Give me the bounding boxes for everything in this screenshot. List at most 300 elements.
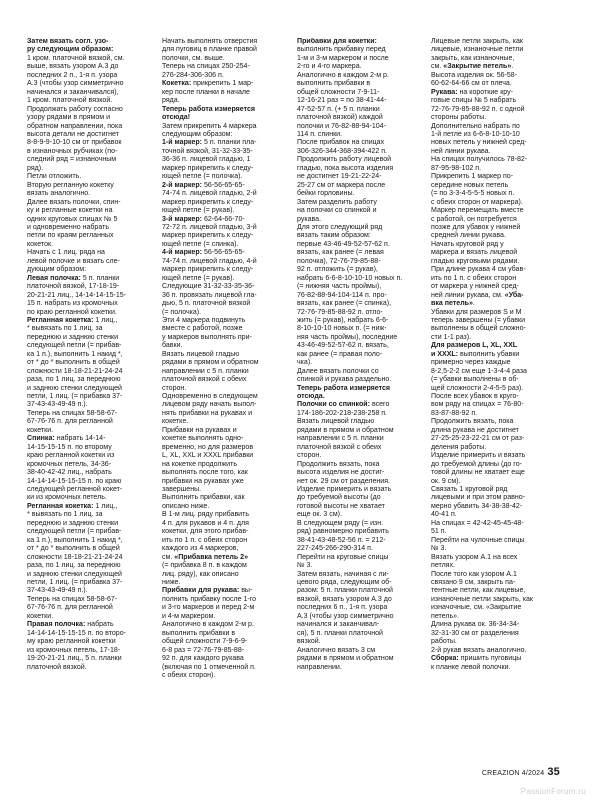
body-text: Прибавки на рукавах и: [162, 426, 237, 434]
text-line: [27, 182, 146, 190]
body-text: № 3.: [431, 545, 447, 553]
text-line: [162, 478, 281, 486]
text-line: [431, 114, 555, 122]
body-text: рядами в прямом и обратном: [297, 426, 394, 434]
bold-text: и XXXL:: [431, 350, 460, 358]
bold-text: Регланная кокетка:: [27, 316, 96, 324]
bold-text: Полочки со спинкой:: [297, 401, 372, 409]
text-line: [297, 190, 415, 198]
body-text: общей сложности 7-9-6-9-: [162, 638, 248, 646]
body-text: платочной вязкой с обеих: [297, 443, 382, 451]
body-text: 56-56-65-65-: [203, 249, 245, 257]
text-line: [162, 444, 281, 452]
page-number: 35: [547, 766, 560, 778]
text-line: [431, 410, 555, 418]
body-text: 174-186-202-218-238-258 п.: [297, 409, 388, 417]
body-text: для пуговиц в планке правой: [162, 46, 257, 54]
text-line: [431, 309, 555, 317]
text-line: [297, 528, 415, 536]
body-text: следующей петли (= прибав-: [27, 528, 122, 536]
text-line: [431, 139, 555, 147]
body-text: ряд).: [27, 164, 44, 172]
text-line: [162, 664, 281, 672]
text-line: [297, 89, 415, 97]
body-text: высота изделия не достиг-: [297, 469, 385, 477]
text-line: [162, 511, 281, 519]
body-text: 14-15-15-15 п. по второму: [27, 443, 112, 451]
text-line: [431, 461, 555, 469]
text-line: [431, 469, 555, 477]
body-text: следующей петли (= прибав-: [27, 342, 122, 350]
body-text: сторон.: [297, 452, 322, 460]
text-line: [297, 309, 415, 317]
body-text: говые спицы № 5 набрать: [431, 97, 517, 105]
body-text: от * до * выполнить в общей: [27, 545, 120, 553]
text-line: [27, 89, 146, 97]
body-text: * вывязать по 1 лиц. за: [27, 325, 103, 333]
text-line: [431, 300, 555, 308]
body-text: закрыть, как изнаночные,: [431, 54, 515, 62]
text-line: [297, 461, 415, 469]
text-line: [297, 604, 415, 612]
body-text: выполнить прибавку перед: [297, 46, 386, 54]
body-text: ка 1 п.), выполнить 1 накид *,: [27, 536, 123, 544]
body-text: выполнять после того, как: [162, 469, 248, 477]
text-line: [162, 139, 281, 147]
body-text: новых петель у нижней сред-: [431, 139, 527, 147]
body-text: до требуемой длины (до го-: [431, 460, 522, 468]
body-text: с обеих сторон).: [162, 671, 216, 679]
text-line: [27, 638, 146, 646]
body-text: Вязать лицевой гладью: [297, 418, 375, 426]
magazine-issue: CREAZION 4/2024: [481, 770, 545, 777]
text-line: [27, 604, 146, 612]
body-text: Вторую регланную кокетку: [27, 181, 114, 189]
body-text: 2-й рукав вязать аналогично.: [431, 646, 527, 654]
text-line: [27, 554, 146, 562]
text-line: [297, 334, 415, 342]
body-text: * вывязать по 1 лиц. за: [27, 511, 103, 519]
body-text: и заднюю стенки следующей: [27, 570, 122, 578]
body-text: 67-76-76 п. для регланной: [27, 418, 113, 426]
text-line: [162, 621, 281, 629]
body-text: ряда.: [162, 97, 180, 105]
text-line: [162, 275, 281, 283]
text-line: [162, 655, 281, 663]
body-text: 40-41 п.: [431, 511, 457, 519]
text-line: [431, 258, 555, 266]
text-line: [431, 46, 555, 54]
body-text: 276-284-306-306 п.: [162, 71, 224, 79]
body-text: лицевые, изнаночные петли: [431, 46, 524, 54]
body-text: общей сложности 7-9-11-: [297, 88, 380, 96]
text-line: [431, 537, 555, 545]
text-line: [297, 106, 415, 114]
body-text: 20-21-21 лиц., 14-14-14-15-15-: [27, 291, 127, 299]
body-text: ряд) равномерно прибавить: [297, 528, 389, 536]
body-text: на короткие кру-: [459, 88, 513, 96]
body-text: на кокетке продолжить: [162, 460, 238, 468]
body-text: следующей регланной кокет-: [27, 486, 123, 494]
body-text: жить (= рукав), набрать 6-6-: [297, 316, 389, 324]
text-line: [297, 173, 415, 181]
text-line: [162, 571, 281, 579]
body-text: .: [472, 300, 475, 308]
body-text: дующим образом:: [27, 266, 87, 274]
body-text: как ранее (= правая поло-: [297, 350, 383, 358]
text-line: [297, 292, 415, 300]
body-text: лиц. ряду), как описано: [162, 570, 239, 578]
body-text: лицевыми и при этом равно-: [431, 494, 526, 502]
body-text: стороны работы.: [431, 114, 487, 122]
text-line: [297, 63, 415, 71]
text-line: [162, 554, 281, 562]
body-text: 4 п. для рукавов и 4 п. для: [162, 519, 249, 527]
bold-text: Для размеров L, XL, XXL: [431, 342, 518, 350]
body-text: позже для убавок у нижней: [431, 223, 521, 231]
text-line: [27, 486, 146, 494]
page-footer: [482, 766, 560, 778]
text-line: [162, 249, 281, 257]
text-line: [431, 368, 555, 376]
text-line: [431, 292, 555, 300]
column-1: [27, 38, 146, 784]
body-text: 74-74 п. лицевой гладью, 2-й: [162, 190, 257, 198]
body-text: начинался и заканчивался),: [27, 88, 119, 96]
body-text: теперь завершены (= убавки: [431, 316, 526, 324]
body-text: 306-326-344-368-394-422 п.: [297, 147, 388, 155]
text-line: [27, 351, 146, 359]
body-text: раза, по 1 лиц. за переднюю: [27, 376, 121, 384]
body-text: Перейти на чулочные спицы: [431, 536, 525, 544]
text-line: [27, 46, 146, 54]
text-line: [297, 199, 415, 207]
text-line: [27, 435, 146, 443]
text-line: [27, 63, 146, 71]
body-text: 14-14-14-15-15-15 п. по краю: [27, 477, 122, 485]
body-text: цевого ряда, следующим об-: [297, 579, 392, 586]
body-text: прибавки на рукавах уже: [162, 477, 244, 485]
body-text: гладью, пока высота изделия: [297, 164, 394, 172]
body-text: ся), 5 п. планки платочной: [297, 629, 383, 637]
body-text: набрать: [87, 621, 114, 629]
text-line: [27, 249, 146, 257]
text-line: [27, 156, 146, 164]
body-text: на полочки со спинкой и: [297, 207, 377, 215]
text-line: [162, 258, 281, 266]
text-line: [27, 376, 146, 384]
text-line: [27, 114, 146, 122]
text-line: [162, 596, 281, 604]
body-text: 6-8 раз = 72-76-79-85-88-: [162, 646, 245, 654]
body-text: На спицах = 42-42-45-45-48-: [431, 519, 524, 527]
text-line: [162, 72, 281, 80]
body-text: Теперь на спицах 58-58-67-: [27, 595, 118, 603]
body-text: выполнить прибавки в: [297, 80, 371, 88]
text-line: [431, 444, 555, 452]
body-text: Аналогично в каждом 2-м р.: [162, 621, 254, 629]
text-line: [431, 571, 555, 579]
body-text: 74-74 п. лицевой гладью, 4-й: [162, 257, 257, 265]
body-text: (= убавки выполнены в об-: [431, 376, 519, 384]
body-text: L, XL, XXL и XXXL прибавки: [162, 452, 254, 460]
body-text: После всех убавок в круго-: [431, 393, 519, 401]
body-text: 5 п. планки пла-: [203, 139, 257, 147]
text-line: [431, 266, 555, 274]
text-line: [431, 393, 555, 401]
text-line: [27, 309, 146, 317]
body-text: вязкой, вязать узором А.3 до: [297, 595, 392, 603]
text-line: [27, 190, 146, 198]
text-line: [431, 613, 555, 621]
body-text: 32-31-30 см от разделения: [431, 629, 519, 637]
text-line: [431, 528, 555, 536]
body-text: Связать 1 круговой ряд: [431, 486, 508, 494]
body-text: кер после планки в начале: [162, 88, 250, 96]
body-text: выполнены в общей сложно-: [431, 325, 526, 333]
text-line: [27, 258, 146, 266]
text-line: [27, 106, 146, 114]
body-text: Аналогично вязать 3 см: [297, 646, 376, 654]
text-line: [162, 266, 281, 274]
body-text: краю регланной кокетки из: [27, 452, 115, 460]
body-text: Теперь на спицах 58-58-67-: [27, 409, 118, 417]
body-text: 72-72 п. лицевой гладью, 3-й: [162, 223, 257, 231]
text-line: [297, 72, 415, 80]
body-text: Затем разделить работу: [297, 198, 377, 206]
text-line: [297, 325, 415, 333]
bold-text: Регланная кокетка:: [27, 502, 96, 510]
text-line: [431, 604, 555, 612]
bold-text: 2-й маркер:: [162, 181, 204, 189]
text-line: [297, 249, 415, 257]
body-text: см.: [431, 63, 444, 71]
body-text: Маркер перемещать вместе: [431, 207, 524, 215]
text-line: [297, 275, 415, 283]
body-text: и 3-го маркеров и перед 2-м: [162, 604, 255, 612]
bold-text: вка петель»: [431, 300, 473, 308]
body-text: длина рукава не достигнет: [431, 426, 519, 434]
bold-text: Затем вязать согл. узо-: [27, 38, 109, 45]
text-line: [297, 511, 415, 519]
text-line: [431, 545, 555, 553]
text-line: [27, 655, 146, 663]
body-text: ку и регланные кокетки на: [27, 207, 113, 215]
body-text: кокетки.: [27, 612, 54, 620]
text-line: [297, 469, 415, 477]
text-line: [297, 351, 415, 359]
text-line: [162, 55, 281, 63]
body-text: временно, но для размеров: [162, 443, 254, 451]
body-text: кокетке.: [162, 418, 189, 426]
body-text: примерно через каждые: [431, 359, 511, 367]
text-line: [27, 173, 146, 181]
text-line: [27, 647, 146, 655]
text-line: [162, 216, 281, 224]
text-line: [431, 275, 555, 283]
body-text: В следующем ряду (= изн.: [297, 519, 384, 527]
body-text: 51 п.: [431, 528, 447, 536]
body-text: Вязать лицевой гладью: [162, 350, 240, 358]
body-text: готовой высоты не хватает: [297, 502, 385, 510]
body-text: Далее вязать полочки со: [297, 367, 379, 375]
text-line: [27, 469, 146, 477]
text-line: [162, 410, 281, 418]
text-line: [431, 342, 555, 350]
body-text: А.3 (чтобы узор симметрично: [27, 80, 124, 88]
text-line: [297, 55, 415, 63]
body-text: Одновременно в следующем: [162, 393, 258, 401]
body-text: ющей петле (= рукав).: [162, 207, 235, 215]
text-line: [431, 478, 555, 486]
body-text: деления работы.: [431, 443, 487, 451]
text-line: [297, 435, 415, 443]
text-line: [27, 452, 146, 460]
bold-text: 3-й маркер:: [162, 215, 204, 223]
text-line: [431, 427, 555, 435]
text-line: [162, 351, 281, 359]
text-line: [431, 655, 555, 663]
body-text: дью, 5 п. платочной вязкой: [162, 300, 251, 308]
text-line: [162, 165, 281, 173]
body-text: ней линии рукава.: [431, 147, 491, 155]
body-text: еще ок. 3 см).: [297, 511, 342, 519]
text-line: [162, 418, 281, 426]
body-text: направлении.: [297, 663, 342, 671]
text-line: [431, 511, 555, 519]
body-text: Начать с 1 лиц. ряда на: [27, 249, 105, 257]
body-text: Аналогично в каждом 2-м р.: [297, 71, 389, 79]
text-line: [297, 359, 415, 367]
text-line: [431, 216, 555, 224]
body-text: по краю регланной кокетки.: [27, 308, 117, 316]
text-line: [162, 587, 281, 595]
text-line: [162, 292, 281, 300]
text-line: [431, 647, 555, 655]
body-text: 1-м и 3-м маркером и после: [297, 54, 389, 62]
text-line: [162, 325, 281, 333]
text-line: [27, 207, 146, 215]
body-text: вязать аналогично.: [27, 190, 91, 198]
body-text: 12-16-21 раз = по 38-41-44-: [297, 97, 387, 105]
body-text: петли по краям регланных: [27, 232, 114, 240]
body-text: пришить пуговицы: [460, 655, 522, 663]
text-line: [297, 80, 415, 88]
bold-text: «Уба-: [504, 291, 524, 299]
body-text: 38-40-42-42 лиц., набрать: [27, 469, 112, 477]
body-text: 1-й петле из 6-6-8-10-10-10: [431, 130, 520, 138]
body-text: выше, вязать узором А.3 до: [27, 63, 119, 71]
text-line: [162, 80, 281, 88]
text-line: [431, 418, 555, 426]
text-line: [297, 452, 415, 460]
body-text: 27-25-25-23-22-21 см от раз-: [431, 435, 525, 443]
text-line: [431, 334, 555, 342]
text-line: [431, 165, 555, 173]
body-text: Перейти на круговые спицы: [297, 553, 389, 561]
body-text: няя часть проймы), последние: [297, 333, 398, 341]
text-line: [431, 621, 555, 629]
body-text: На спицах получилось 78-82-: [431, 156, 528, 164]
bold-text: ру следующим образом:: [27, 46, 114, 54]
body-text: раза, по 1 лиц. за переднюю: [27, 562, 121, 570]
body-text: у маркеров выполнять при-: [162, 333, 252, 341]
body-text: 1 лиц.,: [95, 316, 118, 324]
body-text: Начать круговой ряд у: [431, 240, 504, 248]
body-text: товой длины не хватает еще: [431, 469, 525, 477]
text-line: [27, 571, 146, 579]
text-line: [431, 376, 555, 384]
text-line: [27, 630, 146, 638]
text-line: [27, 241, 146, 249]
body-text: первые 43-46-49-52-57-62 п.: [297, 240, 390, 248]
text-line: [27, 579, 146, 587]
body-text: средней линии рукава.: [431, 232, 506, 240]
text-line: [27, 292, 146, 300]
text-line: [162, 199, 281, 207]
body-text: гладью круговыми рядами.: [431, 257, 520, 265]
text-line: [297, 46, 415, 54]
body-text: левой полочке и вязать сле-: [27, 257, 120, 265]
body-text: 62-64-66-70-: [203, 215, 245, 223]
body-text: Продолжать работу согласно: [27, 105, 123, 113]
body-text: 60-62-64-66 см от плеча.: [431, 80, 512, 88]
text-line: [162, 283, 281, 291]
body-text: (включая по 1 отмеченной п.: [162, 663, 256, 671]
text-line: [162, 469, 281, 477]
body-text: следний ряд = изнаночным: [27, 156, 117, 164]
column-2: [162, 38, 281, 784]
body-text: середине новых петель: [431, 181, 509, 189]
text-line: [162, 393, 281, 401]
text-line: [297, 537, 415, 545]
text-line: [431, 554, 555, 562]
body-text: вы-: [241, 587, 253, 595]
body-text: к планке левой полочки.: [431, 663, 511, 671]
text-line: [27, 199, 146, 207]
body-text: сложности 18-18-21-21-24-24: [27, 553, 123, 561]
text-line: [27, 461, 146, 469]
text-line: [27, 317, 146, 325]
text-line: [27, 503, 146, 511]
body-text: последних 2 п., 1-я п. узора: [27, 71, 118, 79]
text-line: [162, 528, 281, 536]
text-line: [431, 452, 555, 460]
text-line: [27, 537, 146, 545]
text-line: [431, 562, 555, 570]
body-text: лицевом ряду начать выпол-: [162, 401, 257, 409]
body-text: изнаночные петли закрыть, как: [431, 595, 533, 603]
body-text: вместе с работой, позже: [162, 325, 243, 333]
text-line: [431, 579, 555, 587]
body-text: Продолжить вязать, пока: [297, 460, 380, 468]
text-line: [297, 182, 415, 190]
text-line: [297, 283, 415, 291]
text-line: [297, 571, 415, 579]
bold-text: Теперь работа измеряется: [297, 384, 391, 392]
body-text: маркер прикрепить к следу-: [162, 232, 254, 240]
text-line: [162, 63, 281, 71]
text-line: [27, 613, 146, 621]
body-text: узору рядами в прямом и: [27, 114, 111, 122]
text-line: [27, 520, 146, 528]
body-text: от * до * выполнить в общей: [27, 359, 120, 367]
text-line: [431, 435, 555, 443]
text-line: [431, 638, 555, 646]
text-line: [297, 123, 415, 131]
text-line: [297, 554, 415, 562]
bold-text: отсюда!: [162, 114, 191, 122]
